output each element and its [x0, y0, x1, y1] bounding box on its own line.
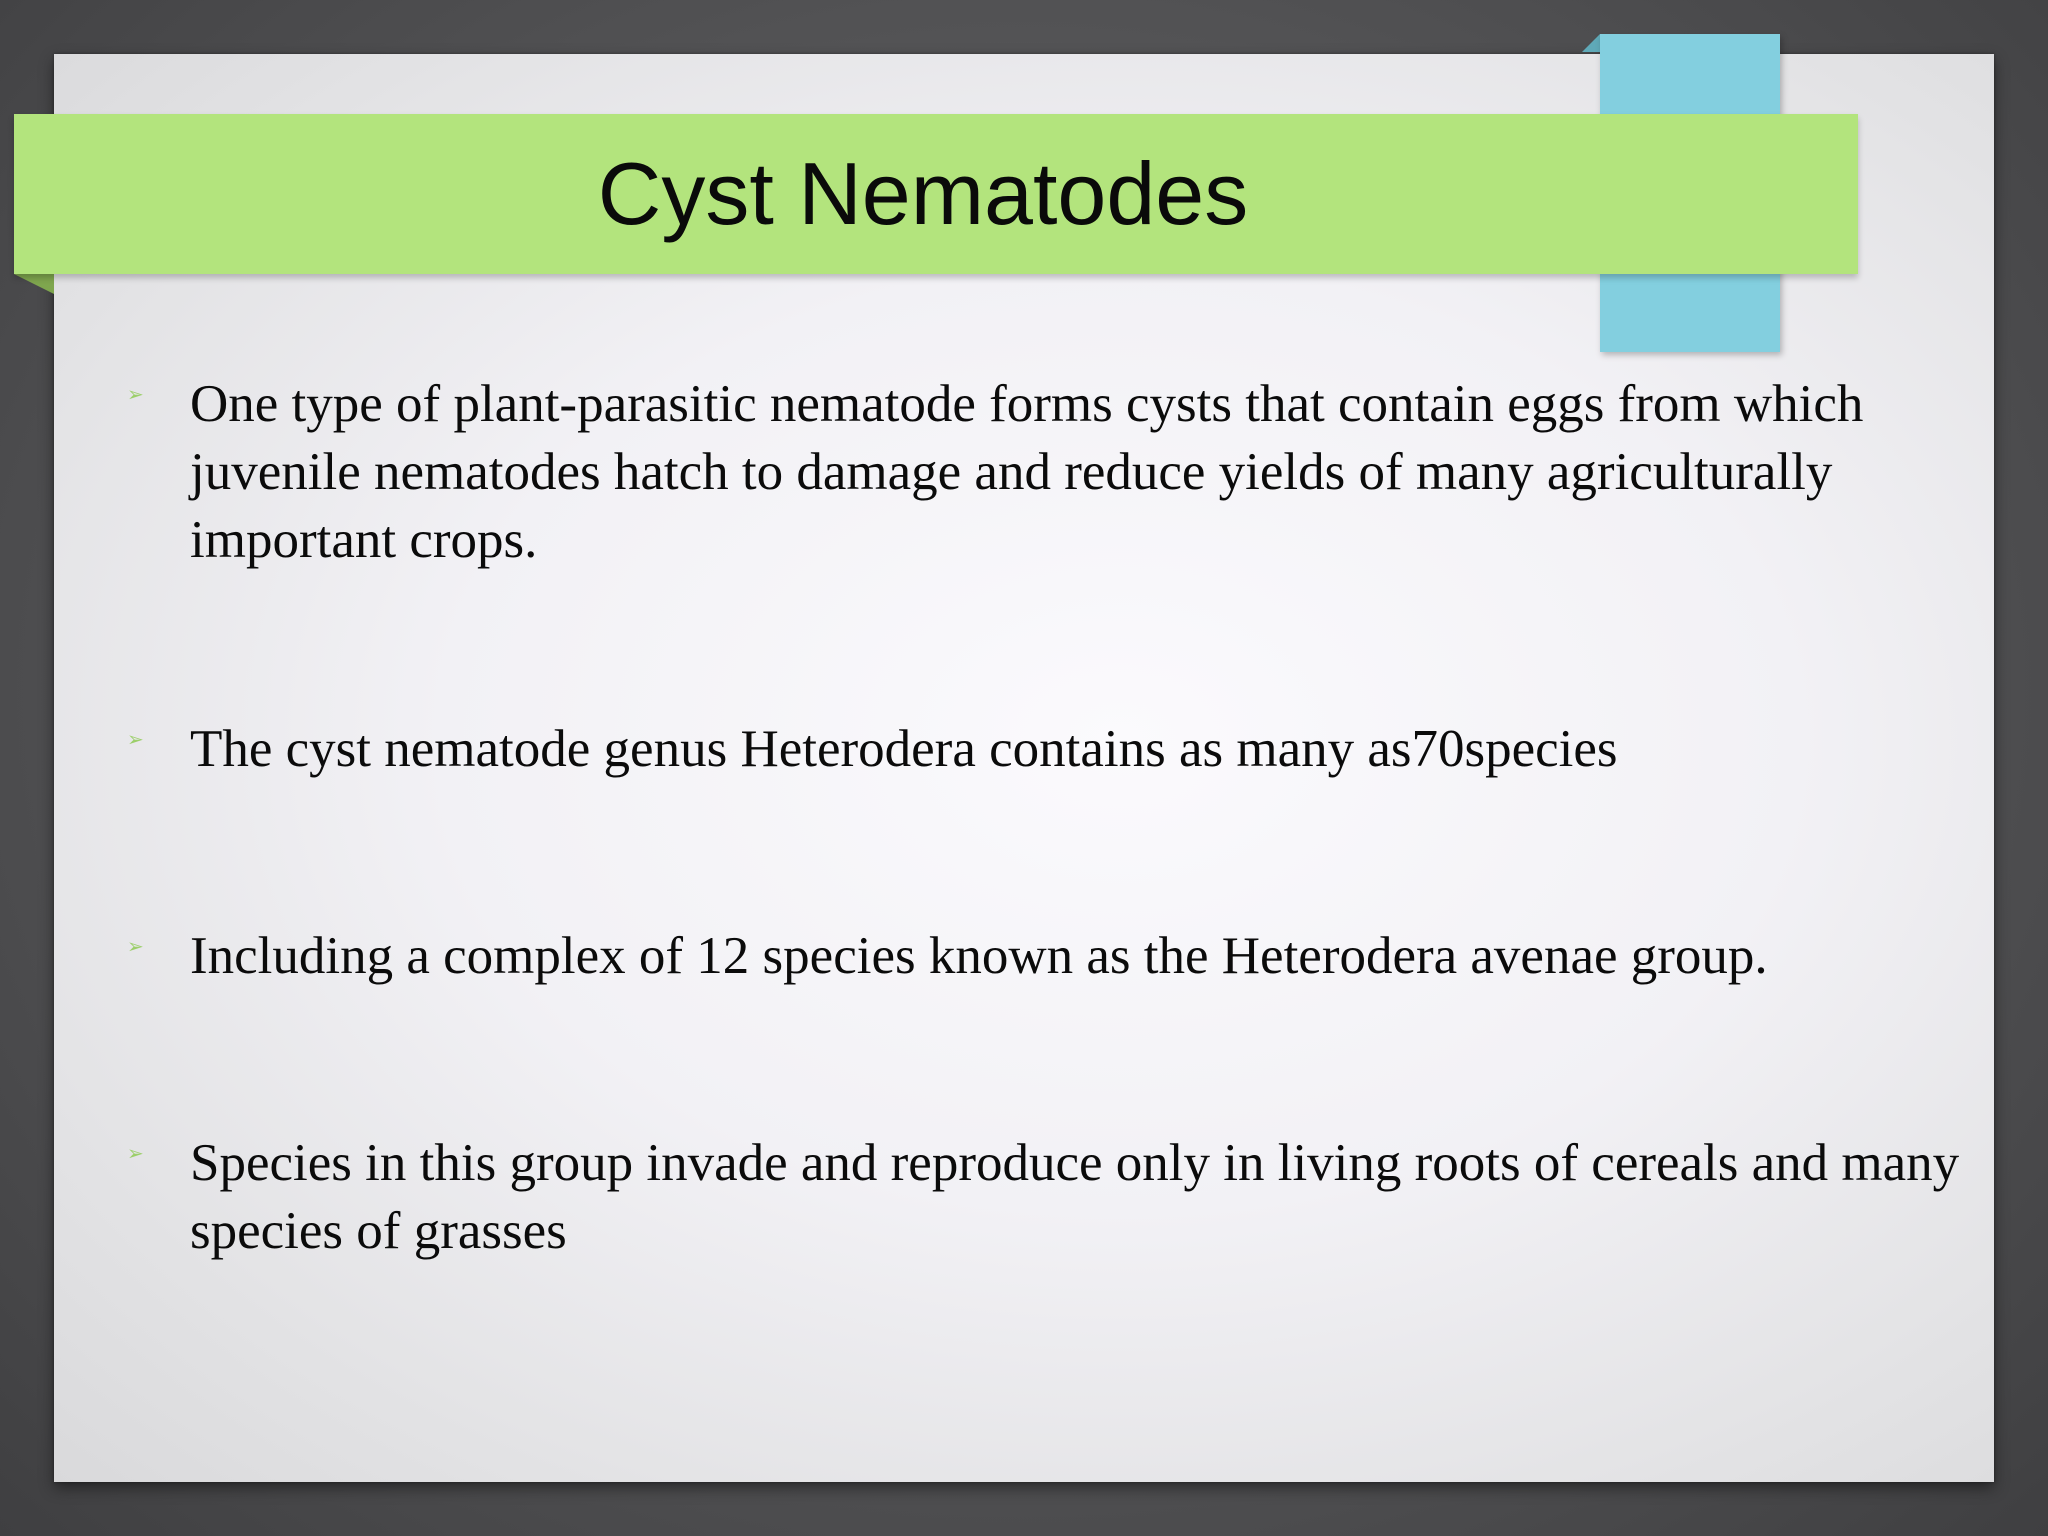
bullet-text: The cyst nematode genus Heterodera contains as many as70species: [190, 720, 1618, 778]
arrow-bullet-icon: ➢: [127, 934, 144, 958]
arrow-bullet-icon: ➢: [127, 727, 144, 751]
bullet-text: Species in this group invade and reproduce only in living roots of cereals and many species of grasses: [190, 1134, 1960, 1260]
bullet-text: One type of plant-parasitic nematode forms cysts that contain eggs from which juvenile nematodes hatch to damage and reduce yields of many agriculturally important crops.: [190, 375, 1864, 569]
bullet-text: Including a complex of 12 species known as the Heterodera avenae group.: [190, 927, 1768, 985]
slide-title: Cyst Nematodes: [597, 144, 1249, 243]
arrow-bullet-icon: ➢: [127, 382, 144, 406]
arrow-bullet-icon: ➢: [127, 1141, 144, 1165]
